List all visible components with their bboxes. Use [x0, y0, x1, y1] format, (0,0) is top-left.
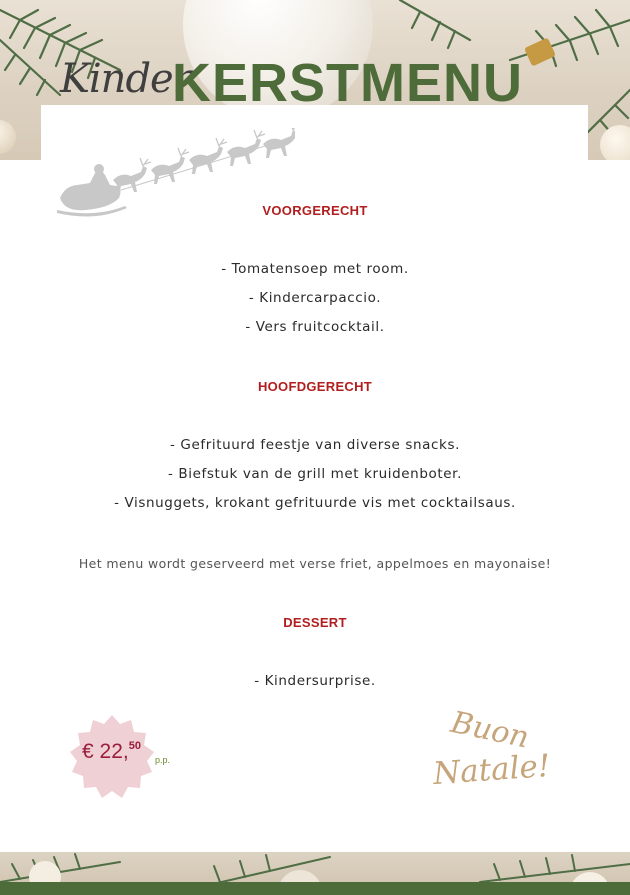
menu-item: - Biefstuk van de grill met kruidenboter.: [168, 466, 462, 482]
page-title: KERSTMENU: [172, 53, 524, 113]
greeting-line-1: Buon: [447, 705, 533, 756]
per-person-label: p.p.: [155, 755, 171, 765]
price-amount: € 22,: [82, 740, 129, 763]
menu-item: - Tomatensoep met room.: [221, 261, 409, 277]
menu-item: - Visnuggets, krokant gefrituurde vis met cocktailsaus.: [114, 495, 516, 511]
section-heading-voorgerecht: VOORGERECHT: [262, 203, 368, 218]
serving-note: Het menu wordt geserveerd met verse friet, appelmoes en mayonaise!: [78, 556, 552, 571]
price-cents: 50: [128, 740, 141, 752]
title-script: Kinder: [60, 56, 191, 102]
section-heading-dessert: DESSERT: [283, 615, 347, 630]
menu-item: - Gefrituurd feestje van diverse snacks.: [170, 437, 460, 453]
price: [82, 740, 141, 764]
menu-item: - Kindercarpaccio.: [248, 290, 382, 306]
section-heading-hoofdgerecht: HOOFDGERECHT: [257, 379, 373, 394]
greeting-line-2: Natale!: [431, 747, 552, 793]
footer-strip: [0, 882, 630, 895]
menu-item: - Kindersurprise.: [254, 673, 376, 689]
ornament-ball-small: [600, 125, 630, 160]
menu-item: - Vers fruitcocktail.: [245, 319, 385, 335]
